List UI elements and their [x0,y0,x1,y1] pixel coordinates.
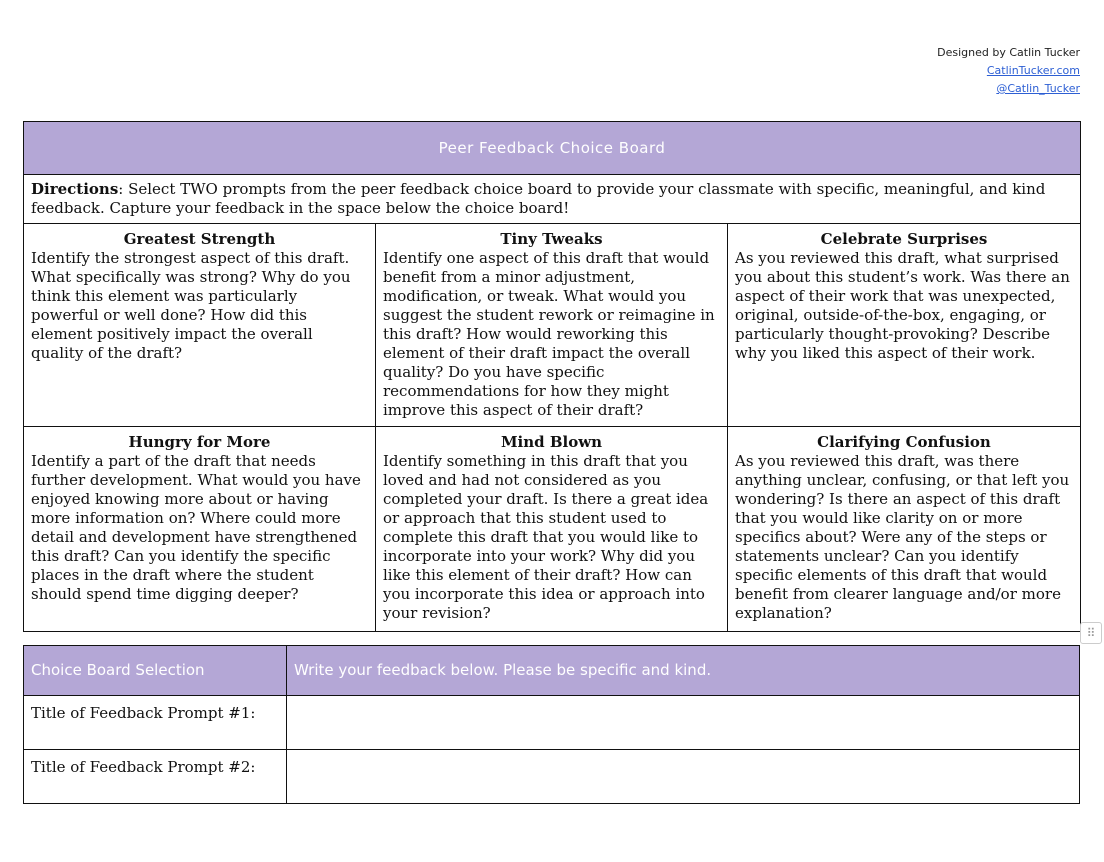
prompt-cell-greatest-strength[interactable] [24,224,376,427]
prompt-title: Hungry for More [128,433,271,451]
designer-credit: Designed by Catlin Tucker [937,46,1080,59]
prompt-cell-clarifying-confusion[interactable] [728,427,1081,632]
prompt-title: Greatest Strength [123,230,276,248]
prompt-text: As you reviewed this draft, was there anything unclear, confusing, or that left you wondering? Is there an aspect of this draft that you would like clarity on or more specifics about? Were any of the steps or statements unclear? Can you identify specific elements of this draft that would benefit from clearer language and/or more explanation? [735,452,1070,622]
directions [24,175,1081,224]
prompt-cell-mind-blown[interactable] [376,427,728,632]
prompt-text: Identify a part of the draft that needs further development. What would you have enjoyed knowing more about or having more information on? Where could more detail and development have strengthened this draft? Can you identify the specific places in the draft where the student should spend time digging deeper? [31,452,361,603]
prompt-text: Identify one aspect of this draft that would benefit from a minor adjustment, modification, or tweak. What would you suggest the student rework or reimagine in this draft? How would reworking this element of their draft impact the overall quality? Do you have specific recommendations for how they might improve this aspect of their draft? [383,249,715,419]
prompt-text: Identify the strongest aspect of this draft. What specifically was strong? Why do you think this element was particularly powerful or well done? How did this element positively impact the overall quality of the draft? [31,249,351,362]
write-feedback-header: Write your feedback below. Please be specific and kind. [287,646,1080,696]
prompt-title: Tiny Tweaks [500,230,603,248]
prompt-title: Celebrate Surprises [820,230,988,248]
prompt-title: Clarifying Confusion [817,433,991,451]
twitter-handle-link[interactable]: @Catlin_Tucker [996,82,1080,95]
directions-text: : Select TWO prompts from the peer feedback choice board to provide your classmate with specific, meaningful, and kind feedback. Capture your feedback in the space below the choice board! [31,180,1046,217]
prompt1-label: Title of Feedback Prompt #1: [24,696,287,750]
directions-label: Directions [31,180,119,198]
board-title: Peer Feedback Choice Board [24,122,1081,175]
website-link[interactable]: CatlinTucker.com [986,64,1080,77]
prompt-cell-celebrate-surprises[interactable] [728,224,1081,427]
feedback-table [23,645,1080,804]
prompt-cell-hungry-for-more[interactable] [24,427,376,632]
prompt-text: As you reviewed this draft, what surprised you about this student’s work. Was there an aspect of their work that was unexpected, original, outside-of-the-box, engaging, or particularly thought-provoking? Describe why you liked this aspect of their work. [735,249,1070,362]
prompt2-label: Title of Feedback Prompt #2: [24,750,287,804]
choice-selection-header: Choice Board Selection [24,646,287,696]
prompt-title: Mind Blown [500,433,603,451]
prompt-cell-tiny-tweaks[interactable] [376,224,728,427]
choice-board-table [23,121,1081,632]
credit-block [937,44,1080,98]
prompt-text: Identify something in this draft that you loved and had not considered as you completed your draft. Is there a great idea or approach that this student used to complete this draft that you would like to incorporate into your work? Why did you like this element of their draft? How can you incorporate this idea or approach into your revision? [383,452,709,622]
prompt2-feedback-field[interactable] [287,750,1080,804]
prompt1-feedback-field[interactable] [287,696,1080,750]
table-drag-handle-icon[interactable]: ⠿ [1080,622,1102,644]
